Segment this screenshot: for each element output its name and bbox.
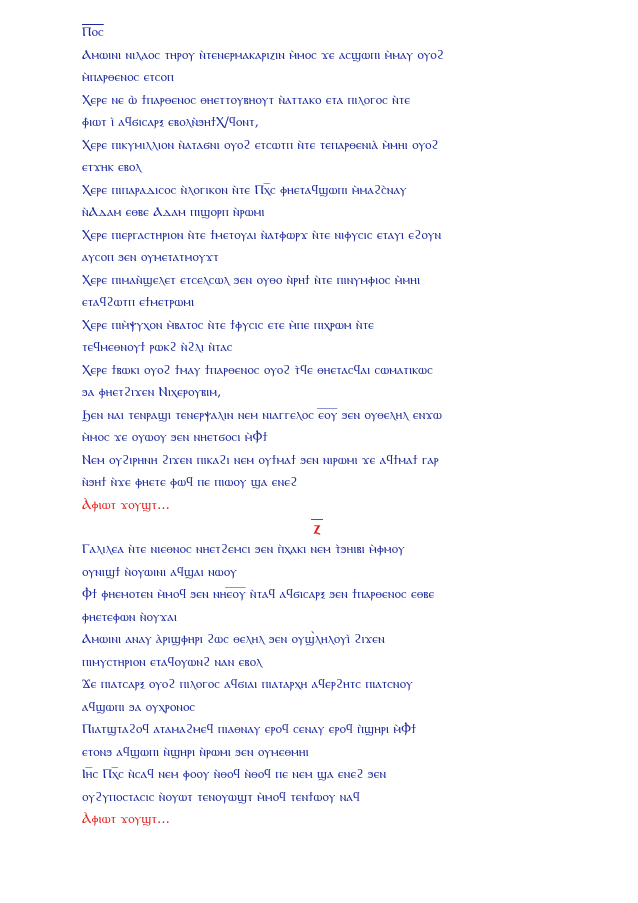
verse-line: ⲉⲧⲟⲛϧ ⲁϥϣⲱⲡⲓ ⲛ̀ϣⲏⲣⲓ ⲛ̀ⲣⲱⲙⲓ ϧⲉⲛ ⲟⲩⲙⲉⲑⲙⲏⲓ — [82, 744, 309, 760]
hymn-header: Ⲡⲟⲥ — [82, 25, 104, 40]
verse-line: Ⲭⲉⲣⲉ ⲛⲉ ⲱ̀ ϯⲡⲁⲣⲑⲉⲛⲟⲥ ⲑⲏⲉⲧⲧⲟⲩⲃⲏⲟⲩⲧ ⲛ̀ⲁⲧⲧⲁⲕⲟ ⲉⲧⲁ ⲡⲓⲗⲟⲅⲟⲥ ⲛ̀ⲧⲉ — [82, 92, 411, 108]
section-marker — [82, 517, 552, 539]
verse-line: Ⲭⲉⲣⲉ ⲡⲓⲉⲣⲅⲁⲥⲧⲏⲣⲓⲟⲛ ⲛ̀ⲧⲉ ϯⲙⲉⲧⲟⲩⲁⲓ ⲛ̀ⲁⲧⲫⲱⲣϫ ⲛ̀ⲧⲉ ⲛⲓⲫⲩⲥⲓⲥ ⲉⲧⲁⲩⲓ ⲉϩⲟⲩⲛ — [82, 227, 442, 243]
verse-line: ⲛ̀Ⲁⲇⲁⲙ ⲉⲑⲃⲉ Ⲁⲇⲁⲙ ⲡⲓϣⲟⲣⲡ ⲛ̀ⲣⲱⲙⲓ — [82, 205, 265, 220]
verse-line: Ⲡⲓⲁⲧϣⲧⲁϩⲟϥ ⲁⲧⲁⲙⲁϩⲙⲉϥ ⲡⲓⲁⲑⲛⲁⲩ ⲉⲣⲟϥ ⲥⲉⲛⲁⲩ ⲉⲣⲟϥ ⲡ̀ϣⲏⲣⲓ ⲙ̀Ⲫ̀ϯ — [82, 722, 417, 737]
verse-line: Ⲓⲏ̅ⲥ Ⲡⲭ̅ⲥ ⲛ̀ⲥⲁϥ ⲛⲉⲙ ⲫⲟⲟⲩ ⲛ̀ⲑⲟϥ ⲛ̀ⲑⲟϥ ⲡⲉ ⲛⲉⲙ ϣⲁ ⲉⲛⲉϩ ϧⲉⲛ — [82, 767, 387, 782]
section-marker-bar — [311, 519, 323, 520]
section-marker-letter: ⲍ — [313, 518, 321, 537]
refrain-2: Ⲁ̀ⲫⲓⲱⲧ ϫⲟⲩϣⲧ... — [82, 812, 170, 827]
verse-text: Ⲅⲁⲗⲓⲗⲉⲁ ⲛ̀ⲧⲉ ⲛⲓⲉⲑⲛⲟⲥ ⲛⲏⲉⲧϩⲉⲙⲥⲓ ϧⲉⲛ ⲡ̀ⲭⲁⲕⲓ ⲛⲉⲙ ⲧ̀ϧⲏⲓⲃⲓ ⲙ̀ⲫⲙⲟⲩ — [82, 542, 405, 557]
verse-line: Ⲭⲉⲣⲉ ⲡⲓⲙⲁⲛ̀ϣⲉⲗⲉⲧ ⲉⲧⲥⲉⲗⲥⲱⲗ ϧⲉⲛ ⲟⲩⲑⲟ ⲛ̀ⲣⲏϯ ⲛ̀ⲧⲉ ⲡⲓⲛⲩⲙⲫⲓⲟⲥ ⲙ̀ⲙⲏⲓ — [82, 272, 421, 288]
verse-line: ⲁϥϣⲱⲡⲓ ϧⲁ ⲟⲩⲭⲣⲟⲛⲟⲥ — [82, 699, 196, 715]
verse-line: ⲁⲩⲥⲟⲡ ϧⲉⲛ ⲟⲩⲙⲉⲧⲁⲧⲙⲟⲩϫⲧ — [82, 250, 219, 265]
verse-line: ϧⲁ ⲫⲏⲉⲧϩⲓϫⲉⲛ Ⲛⲓⲭⲉⲣⲟⲩⲃⲓⲙ, — [82, 385, 222, 400]
verse-line: Ϧⲉⲛ ⲛⲁⲓ ⲧⲉⲛⲣⲁϣⲓ ⲧⲉⲛⲉⲣⲯⲁⲗⲓⲛ ⲛⲉⲙ ⲛⲓⲁⲅⲅⲉⲗⲟⲥ ⲉ̅ⲟ̅ⲩ̅ ϧⲉⲛ ⲟⲩⲑⲉⲗⲏⲗ ⲉⲛϫⲱ — [82, 407, 442, 423]
verse-line: ⲙ̀ⲙⲟⲥ ϫⲉ ⲟⲩⲱⲟⲩ ϧⲉⲛ ⲛⲏⲉⲧϭⲟⲥⲓ ⲙ̀Ⲫ̀ϯ — [82, 430, 268, 445]
verse-line: Ⲭⲉⲣⲉ ⲡⲓⲙ̀ⲯⲩⲭⲟⲛ ⲙ̀ⲃⲁⲧⲟⲥ ⲛ̀ⲧⲉ ϯⲫⲩⲥⲓⲥ ⲉⲧⲉ ⲙ̀ⲡⲉ ⲡⲓⲭⲣⲱⲙ ⲛ̀ⲧⲉ — [82, 317, 374, 333]
verse-line: ⲙ̀ⲡⲁⲣⲑⲉⲛⲟⲥ ⲉⲧⲥⲟⲡ — [82, 70, 174, 85]
verse-line-part2-first — [82, 539, 552, 562]
verse-line: Ⲭⲉⲣⲉ ϯⲃⲱⲕⲓ ⲟⲩⲟϩ ϯⲙⲁⲩ ϯⲡⲁⲣⲑⲉⲛⲟⲥ ⲟⲩⲟϩ ⲧ̀ϥⲉ ⲑⲏⲉⲧⲁⲥϥⲁⲓ ⲥⲱⲙⲁⲧⲓⲕⲱⲥ — [82, 362, 433, 378]
verse-line: ⲫⲏⲉⲧⲉⲫⲱⲛ ⲛ̀ⲟⲩϫⲁⲓ — [82, 609, 178, 625]
verse-line: Ϫⲉ ⲡⲓⲁⲧⲥⲁⲣⲝ ⲟⲩⲟϩ ⲡⲓⲗⲟⲅⲟⲥ ⲁϥϭⲓⲁⲓ ⲡⲓⲁⲧⲁⲣⲭⲏ ⲁϥⲉⲣϩⲏⲧⲥ ⲡⲓⲁⲧⲥⲛⲟⲩ — [82, 677, 413, 692]
verse-line: ⲫ̀ⲓⲱⲧ ⲓ̀ ⲁϥϭⲓⲥⲁⲣⲝ ⲉⲃⲟⲗⲛ̀ϧⲏϯⲬ/ϥⲟⲛⲧ, — [82, 115, 259, 130]
verse-line: Ⲭⲉⲣⲉ ⲡⲓⲡⲁⲣⲁⲇⲓⲥⲟⲥ ⲛ̀ⲗⲟⲅⲓⲕⲟⲛ ⲛ̀ⲧⲉ Ⲡⲭ̅ⲥ ⲫⲏⲉⲧⲁϥϣⲱⲡⲓ ⲙ̀ⲙⲁϩⲥ̀ⲛⲁⲩ — [82, 182, 407, 198]
verse-line: Ⲫϯ ⲫⲏⲉⲙⲟⲧⲉⲛ ⲙ̀ⲙⲟϥ ϧⲉⲛ ⲛⲏⲉ̅ⲟ̅ⲩ̅ ⲛ̀ⲧⲁϥ ⲁϥϭⲓⲥⲁⲣⲝ ϧⲉⲛ ϯⲡⲁⲣⲑⲉⲛⲟⲥ ⲉⲑⲃⲉ — [82, 587, 435, 602]
verse-line: ⲉⲧⲁϥϩⲱⲧⲡ ⲉϯⲙⲉⲧⲣⲱⲙⲓ — [82, 295, 195, 310]
verse-line: Ⲁⲙⲱⲓⲛⲓ ⲛⲓⲗⲁⲟⲥ ⲧⲏⲣⲟⲩ ⲛ̀ⲧⲉⲛⲉⲣⲙⲁⲕⲁⲣⲓⲍⲓⲛ ⲙ̀ⲙⲟⲥ ϫⲉ ⲁⲥϣⲱⲡⲓ ⲙ̀ⲙⲁⲩ ⲟⲩⲟϩ — [82, 47, 444, 63]
verse-line: Ⲭⲉⲣⲉ ⲡⲓⲕⲩⲙⲓⲗⲗⲓⲟⲛ ⲛ̀ⲁⲧⲁϭⲛⲓ ⲟⲩⲟϩ ⲉⲧⲥⲱⲧⲡ ⲛ̀ⲧⲉ ⲧⲉⲡⲁⲣⲑⲉⲛⲓⲁ̀ ⲙ̀ⲙⲏⲓ ⲟⲩⲟϩ — [82, 137, 439, 153]
verse-line: ⲛ̀ϧⲏϯ ⲛ̀ϫⲉ ⲫⲏⲉⲧⲉ ⲫⲱϥ ⲡⲉ ⲡⲓⲱⲟⲩ ϣⲁ ⲉⲛⲉϩ — [82, 475, 298, 490]
verses-section-2 — [82, 562, 552, 810]
verse-line: ⲟⲩⲛⲓϣϯ ⲛ̀ⲟⲩⲱⲓⲛⲓ ⲁϥϣⲁⲓ ⲛⲱⲟⲩ — [82, 564, 237, 580]
verse-line: ⲟⲩϩⲩⲡⲟⲥⲧⲁⲥⲓⲥ ⲛ̀ⲟⲩⲱⲧ ⲧⲉⲛⲟⲩⲱϣⲧ ⲙ̀ⲙⲟϥ ⲧⲉⲛϯⲱⲟⲩ ⲛⲁϥ — [82, 789, 360, 805]
verse-line: Ⲁⲙⲱⲓⲛⲓ ⲁⲛⲁⲩ ⲁ̀ⲣⲓϣⲫⲏⲣⲓ ϩⲱⲥ ⲑⲉⲗⲏⲗ ϧⲉⲛ ⲟⲩϣ̀ⲗⲏⲗⲟⲩⲓ̀ ϩⲓϫⲉⲛ — [82, 632, 385, 647]
document-page — [82, 22, 552, 832]
verses-section-1 — [82, 45, 552, 495]
verse-line: ⲉⲧϫⲏⲕ ⲉⲃⲟⲗ — [82, 160, 142, 175]
verse-line: ⲡⲓⲙⲩⲥⲧⲏⲣⲓⲟⲛ ⲉⲧⲁϥⲟⲩⲱⲛϩ ⲛⲁⲛ ⲉⲃⲟⲗ — [82, 654, 263, 670]
verse-line: ⲧⲉϥⲙⲉⲑⲛⲟⲩϯ ⲣⲱⲕϩ ⲛ̀ϩⲗⲓ ⲛ̀ⲧⲁⲥ — [82, 340, 233, 355]
verse-line: Ⲛⲉⲙ ⲟⲩϩⲓⲣⲏⲛⲏ ϩⲓϫⲉⲛ ⲡⲓⲕⲁϩⲓ ⲛⲉⲙ ⲟⲩϯⲙⲁϯ ϧⲉⲛ ⲛⲓⲣⲱⲙⲓ ϫⲉ ⲁϥϯⲙⲁϯ ⲅⲁⲣ — [82, 452, 439, 468]
refrain-1: Ⲁ̀ⲫⲓⲱⲧ ϫⲟⲩϣⲧ... — [82, 497, 170, 513]
